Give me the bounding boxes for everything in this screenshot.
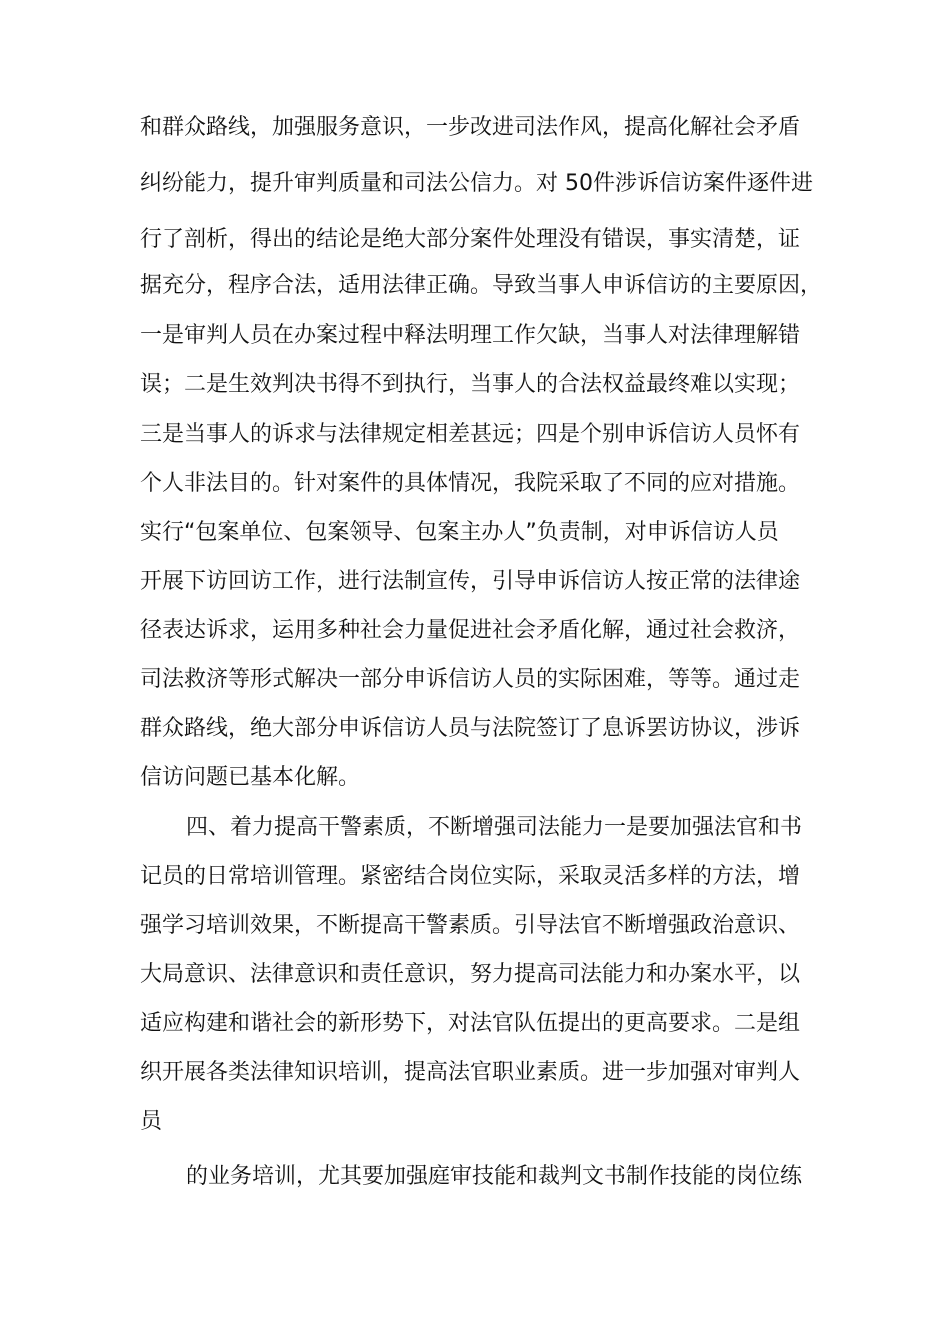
text-line: 和群众路线，加强服务意识，一步改进司法作风，提高化解社会矛盾 [140,115,801,140]
text-line: 信访问题已基本化解。 [140,765,361,790]
text-line: 强学习培训效果，不断提高干警素质。引导法官不断增强政治意识、 [140,913,801,938]
text-line: 的业务培训，尤其要加强庭审技能和裁判文书制作技能的岗位练 [186,1164,803,1189]
text-line: 个人非法目的。针对案件的具体情况，我院采取了不同的应对措施。 [140,471,801,496]
text-line: 大局意识、法律意识和责任意识，努力提高司法能力和办案水平，以 [140,962,801,987]
text-line: 员 [140,1109,163,1134]
text-line: 误；二是生效判决书得不到执行，当事人的合法权益最终难以实现； [140,372,801,397]
text-line: 四、着力提高干警素质，不断增强司法能力一是要加强法官和书 [186,815,803,840]
text-line: 群众路线，绝大部分申诉信访人员与法院签订了息诉罢访协议，涉诉 [140,716,801,741]
text-line: 织开展各类法律知识培训，提高法官职业素质。进一步加强对审判人 [140,1060,801,1085]
text-line: 行了剖析，得出的结论是绝大部分案件处理没有错误，事实清楚，证 [140,227,801,252]
text-line: 司法救济等形式解决一部分申诉信访人员的实际困难，等等。通过走 [140,667,801,692]
text-line: 据充分，程序合法，适用法律正确。导致当事人申诉信访的主要原因， [140,273,823,298]
text-line: 开展下访回访工作，进行法制宣传，引导申诉信访人按正常的法律途 [140,569,801,594]
text-line: 实行“包案单位、包案领导、包案主办人”负责制，对申诉信访人员 [140,520,779,545]
text-line: 适应构建和谐社会的新形势下，对法官队伍提出的更高要求。二是组 [140,1011,801,1036]
text-line: 径表达诉求，运用多种社会力量促进社会矛盾化解，通过社会救济， [140,618,801,643]
text-line: 三是当事人的诉求与法律规定相差甚远；四是个别申诉信访人员怀有 [140,422,801,447]
text-line: 记员的日常培训管理。紧密结合岗位实际，采取灵活多样的方法，增 [140,864,801,889]
text-line: 一是审判人员在办案过程中释法明理工作欠缺，当事人对法律理解错 [140,323,801,348]
text-line: 纠纷能力，提升审判质量和司法公信力。对 50件涉诉信访案件逐件进 [140,171,813,196]
